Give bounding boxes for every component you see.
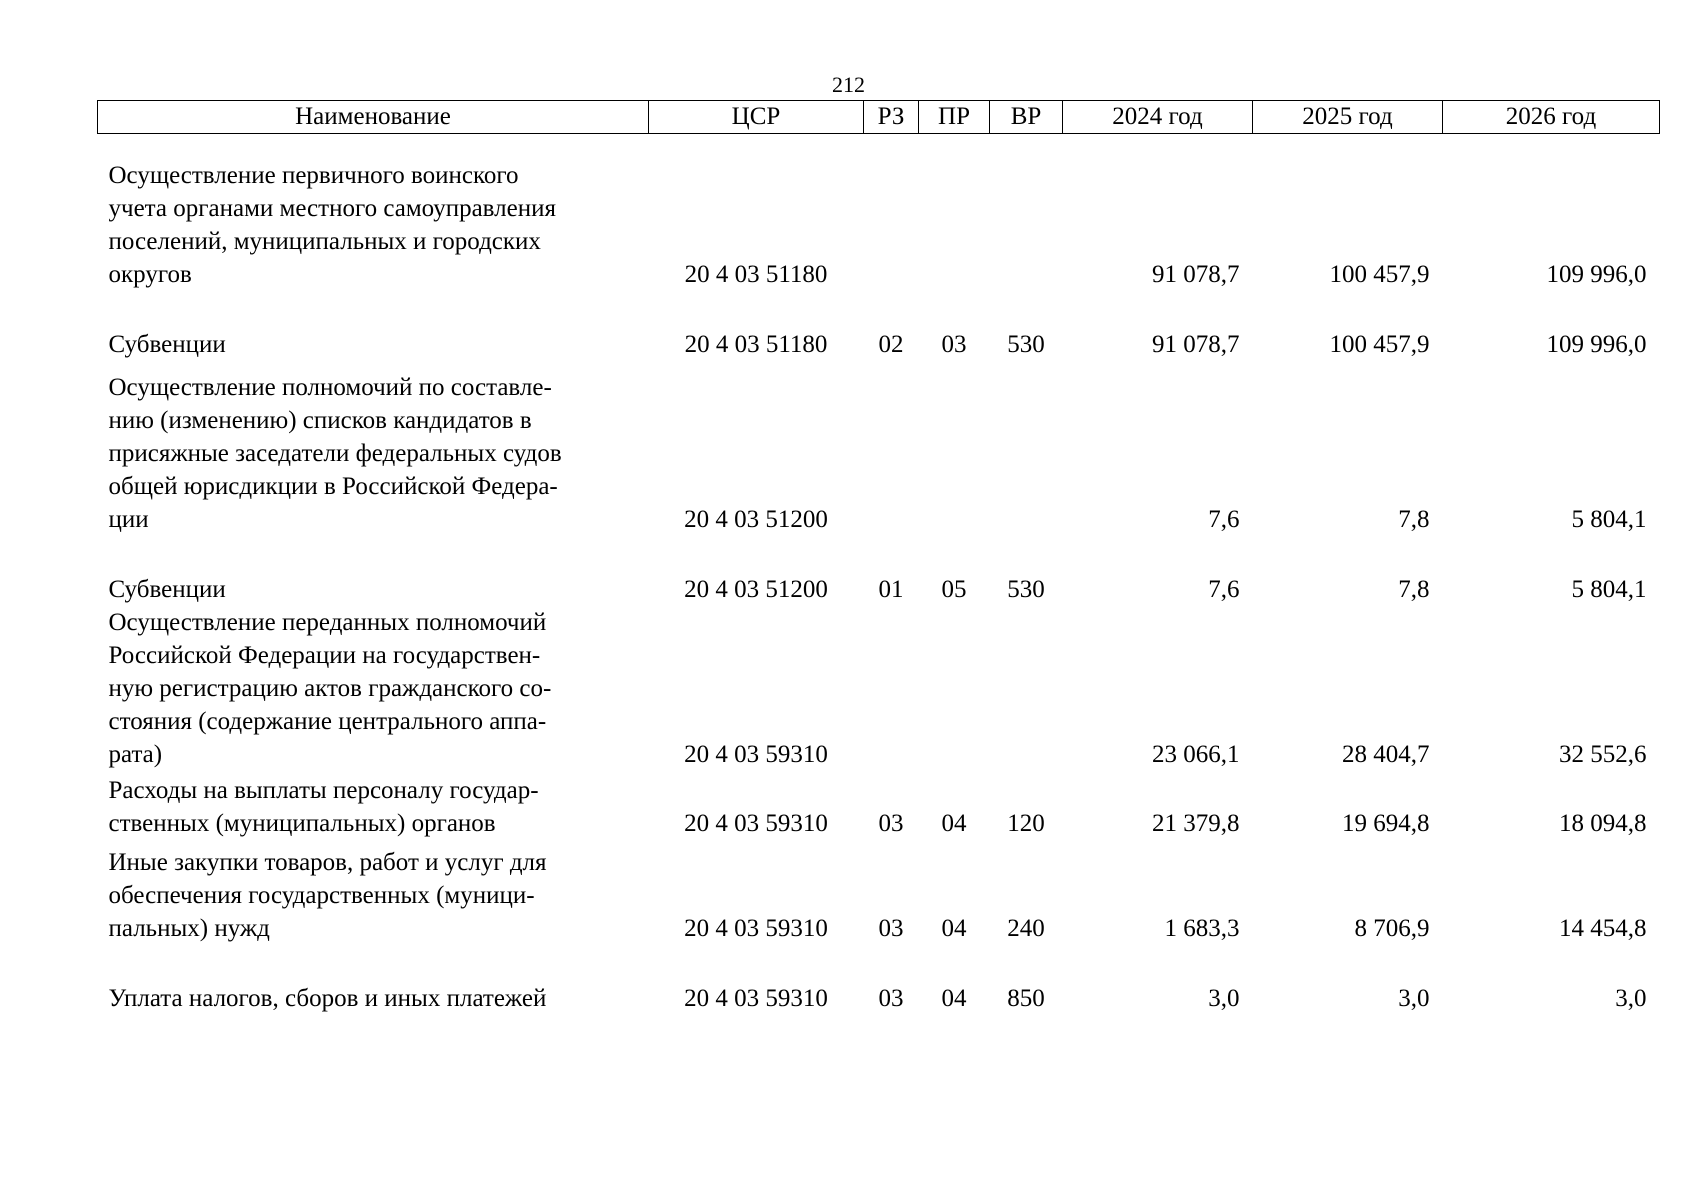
row-name-line: Иные закупки товаров, работ и услуг для [108, 848, 547, 876]
row-rz: 03 [878, 984, 904, 1012]
row-name [98, 536, 649, 606]
row-name-line: ную регистрацию актов гражданского со- [108, 674, 552, 702]
row-2024: 91 078,7 [1152, 330, 1240, 358]
row-csr: 20 4 03 59310 [684, 914, 828, 942]
row-name [98, 291, 649, 361]
row-name-line: стояния (содержание центрального аппа- [108, 707, 547, 735]
row-name-line: учета органами местного самоуправления [108, 194, 556, 222]
budget-table [97, 100, 1660, 1015]
row-name-line: поселений, муниципальных и городских [108, 227, 541, 255]
row-2024: 21 379,8 [1152, 809, 1240, 837]
row-pr [919, 361, 990, 536]
row-rz: 01 [878, 575, 904, 603]
row-2025: 100 457,9 [1329, 330, 1430, 358]
row-name-line: нию (изменению) списков кандидатов в [108, 406, 532, 434]
row-2026: 32 552,6 [1559, 740, 1647, 768]
row-rz [864, 134, 919, 291]
page-number: 212 [832, 72, 865, 97]
header-pr: ПР [919, 101, 990, 134]
row-vr [990, 361, 1063, 536]
row-name [98, 945, 649, 1015]
row-vr: 530 [1007, 575, 1045, 603]
table-row [98, 536, 1660, 606]
row-name-line: Осуществление переданных полномочий [108, 608, 547, 636]
row-2025: 28 404,7 [1342, 740, 1430, 768]
row-name-line: Субвенции [108, 575, 226, 603]
row-pr: 03 [941, 330, 967, 358]
table-body [98, 134, 1660, 1015]
table-row [98, 291, 1660, 361]
row-rz: 02 [878, 330, 904, 358]
row-name-line: Уплата налогов, сборов и иных платежей [108, 984, 547, 1012]
table-row [98, 134, 1660, 291]
row-name-line: пальных) нужд [108, 914, 270, 942]
row-2024: 3,0 [1208, 984, 1240, 1012]
table-row [98, 361, 1660, 536]
table-row [98, 771, 1660, 840]
row-name-line: Осуществление первичного воинского [108, 161, 519, 189]
row-2024: 7,6 [1208, 575, 1240, 603]
header-2024: 2024 год [1063, 101, 1253, 134]
row-name-line: Субвенции [108, 330, 226, 358]
row-name-line: присяжные заседатели федеральных судов [108, 439, 562, 467]
row-vr: 240 [1007, 914, 1045, 942]
row-csr: 20 4 03 51180 [684, 330, 828, 358]
row-vr: 120 [1007, 809, 1045, 837]
row-pr [919, 606, 990, 771]
table-row [98, 945, 1660, 1015]
row-2025: 3,0 [1398, 984, 1430, 1012]
row-csr: 20 4 03 51180 [684, 260, 828, 288]
row-2026: 109 996,0 [1546, 330, 1647, 358]
row-pr: 05 [941, 575, 967, 603]
row-name-line: округов [108, 260, 192, 288]
row-2026: 14 454,8 [1559, 914, 1647, 942]
header-vr: ВР [990, 101, 1063, 134]
row-name-line: рата) [108, 740, 163, 768]
row-2026: 3,0 [1615, 984, 1647, 1012]
row-vr: 850 [1007, 984, 1045, 1012]
header-name: Наименование [98, 101, 649, 134]
row-name-line: Осуществление полномочий по составле- [108, 373, 552, 401]
row-csr: 20 4 03 51200 [684, 505, 828, 533]
row-name-line: обеспечения государственных (муници- [108, 881, 535, 909]
row-name [98, 134, 649, 291]
row-2024: 1 683,3 [1164, 914, 1240, 942]
row-2025: 19 694,8 [1342, 809, 1430, 837]
row-csr: 20 4 03 59310 [684, 809, 828, 837]
row-pr: 04 [941, 984, 967, 1012]
row-2025: 7,8 [1398, 575, 1430, 603]
row-rz [864, 606, 919, 771]
row-name [98, 840, 649, 945]
row-2026: 5 804,1 [1571, 575, 1647, 603]
row-name [98, 606, 649, 771]
row-vr: 530 [1007, 330, 1045, 358]
header-2025: 2025 год [1253, 101, 1443, 134]
row-2024: 91 078,7 [1152, 260, 1240, 288]
row-2025: 8 706,9 [1354, 914, 1430, 942]
row-pr: 04 [941, 914, 967, 942]
row-name [98, 361, 649, 536]
row-name-line: ции [108, 505, 149, 533]
row-csr: 20 4 03 51200 [684, 575, 828, 603]
row-name-line: ственных (муниципальных) органов [108, 809, 496, 837]
row-name-line: Российской Федерации на государствен- [108, 641, 541, 669]
row-name-line: Расходы на выплаты персоналу государ- [108, 776, 539, 804]
header-csr: ЦСР [649, 101, 864, 134]
row-pr: 04 [941, 809, 967, 837]
row-csr: 20 4 03 59310 [684, 984, 828, 1012]
table-row [98, 840, 1660, 945]
row-rz: 03 [878, 809, 904, 837]
table-header [98, 101, 1660, 134]
row-vr [990, 134, 1063, 291]
row-2026: 109 996,0 [1546, 260, 1647, 288]
row-pr [919, 134, 990, 291]
row-csr: 20 4 03 59310 [684, 740, 828, 768]
row-2024: 7,6 [1208, 505, 1240, 533]
row-name [98, 771, 649, 840]
row-2026: 18 094,8 [1559, 809, 1647, 837]
row-2024: 23 066,1 [1152, 740, 1240, 768]
table-row [98, 606, 1660, 771]
header-row [98, 101, 1660, 134]
row-2025: 7,8 [1398, 505, 1430, 533]
row-rz: 03 [878, 914, 904, 942]
header-rz: РЗ [864, 101, 919, 134]
row-vr [990, 606, 1063, 771]
header-2026: 2026 год [1443, 101, 1660, 134]
row-2025: 100 457,9 [1329, 260, 1430, 288]
row-name-line: общей юрисдикции в Российской Федера- [108, 472, 558, 500]
row-rz [864, 361, 919, 536]
row-2026: 5 804,1 [1571, 505, 1647, 533]
